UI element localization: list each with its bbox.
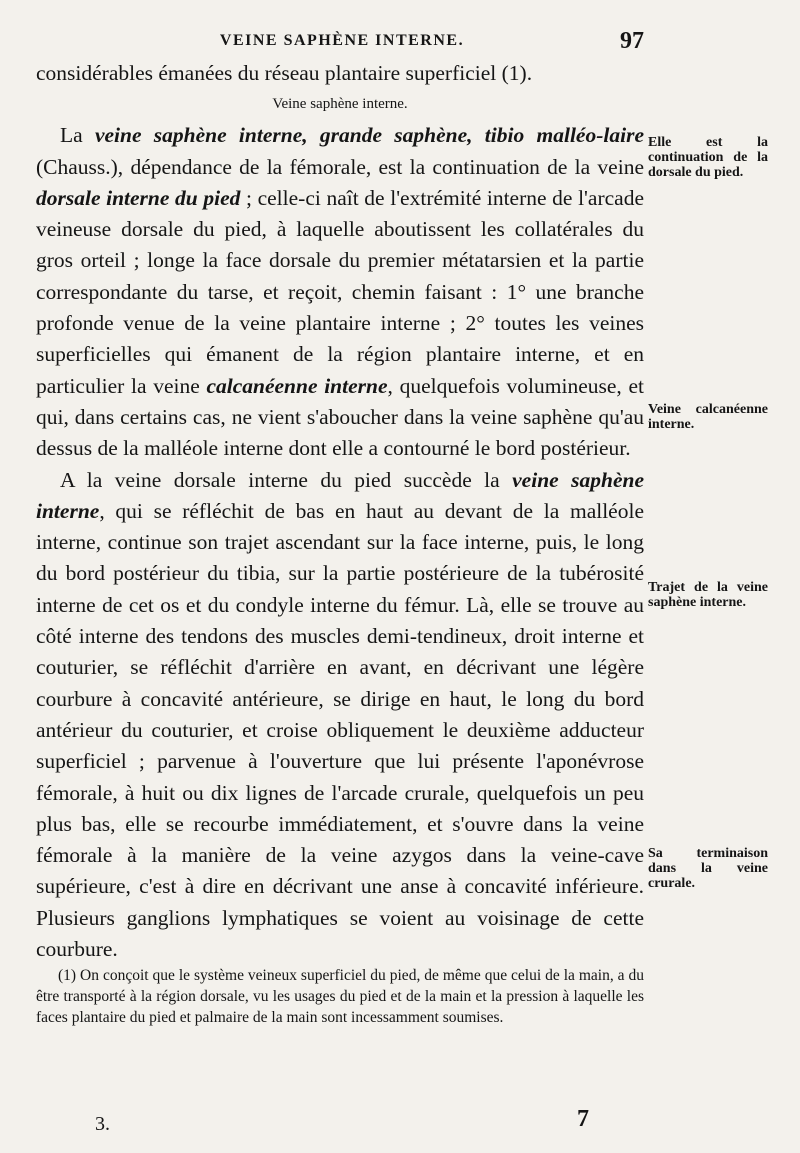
term-emphasis: dorsale interne du pied	[36, 185, 241, 210]
signature-mark: 3.	[95, 1113, 110, 1135]
margin-note-terminaison: Sa terminaison dans la veine crurale.	[648, 846, 768, 891]
running-title: VEINE SAPHÈNE INTERNE.	[219, 32, 465, 49]
term-emphasis: veine saphène interne	[36, 467, 644, 523]
main-text	[36, 58, 644, 1028]
margin-note-continuation: Elle est la continuation de la dorsale du pied.	[648, 135, 768, 180]
footnote-mark: (1)	[58, 967, 77, 985]
footnote-text: On conçoit que le système veineux superficiel du pied, de même que celui de la main, a du être transporté à la région dorsale, vu les usages du pied et de la main et la pression à laquelle les faces plantaire du pied et palmaire de la main sont incessamment soumises.	[36, 967, 644, 1027]
text-run: (Chauss.), dépendance de la fémorale, est la continuation de la veine	[36, 154, 644, 179]
text-run: , qui se réfléchit de bas en haut au devant de la malléole interne, continue son trajet ascendant sur la face interne, puis, le long du bord postérieur du tibia, sur la partie postérieure de la tubérosité interne de cet os et du condyle interne du fémur. Là, elle se trouve au côté interne des tendons des muscles demi-tendineux, droit interne et couturier, se réfléchit d'arrière en avant, en décrivant une légère courbure à concavité antérieure, se dirige en haut, le long du bord antérieur du couturier, et croise obliquement le deuxième adducteur superficiel ; parvenue à l'ouverture que lui présente l'aponévrose fémorale, à huit ou dix lignes de l'arcade crurale, quelquefois un peu plus bas, elle se recourbe immédiatement, et s'ouvre dans la veine fémorale à la manière de la veine azygos dans la veine-cave supérieure, c'est à dire en décrivant une anse à concavité inférieure. Plusieurs ganglions lymphatiques se voient au voisinage de cette courbure.	[36, 498, 644, 962]
gathering-number: 7	[577, 1106, 589, 1132]
section-subheading: Veine saphène interne.	[272, 96, 408, 113]
page-header	[40, 30, 644, 60]
text-run: ; celle-ci naît de l'extrémité interne de l'arcade veineuse dorsale du pied, à laquelle aboutissent les collatérales du gros orteil ; longe la face dorsale du premier métatarsien et la partie correspondante du tarse, et reçoit, chemin faisant : 1° une branche profonde venue de la veine plantaire interne ; 2° toutes les veines superficielles qui émanent de la région plantaire interne, et en particulier la veine	[36, 185, 644, 398]
term-emphasis: calcanéenne interne	[206, 373, 388, 398]
paragraph-2	[36, 465, 644, 966]
text-run: , quelquefois volumineuse, et qui, dans certains cas, ne vient s'aboucher dans la veine saphène qu'au dessus de la malléole interne dont elle a contourné le bord postérieur.	[36, 373, 644, 461]
page-number: 97	[620, 28, 644, 54]
paragraph-continuation: considérables émanées du réseau plantaire superficiel (1).	[36, 61, 533, 85]
text-run: A la veine dorsale interne du pied succède la	[60, 467, 513, 492]
margin-note-calcaneenne: Veine calcanéenne interne.	[648, 402, 768, 432]
paragraph-1	[36, 120, 644, 464]
text-run: La	[60, 123, 95, 148]
term-emphasis: veine saphène interne, grande saphène, tibio malléo-laire	[94, 123, 644, 148]
margin-note-trajet: Trajet de la veine saphène interne.	[648, 580, 768, 610]
footnote	[36, 965, 644, 1028]
